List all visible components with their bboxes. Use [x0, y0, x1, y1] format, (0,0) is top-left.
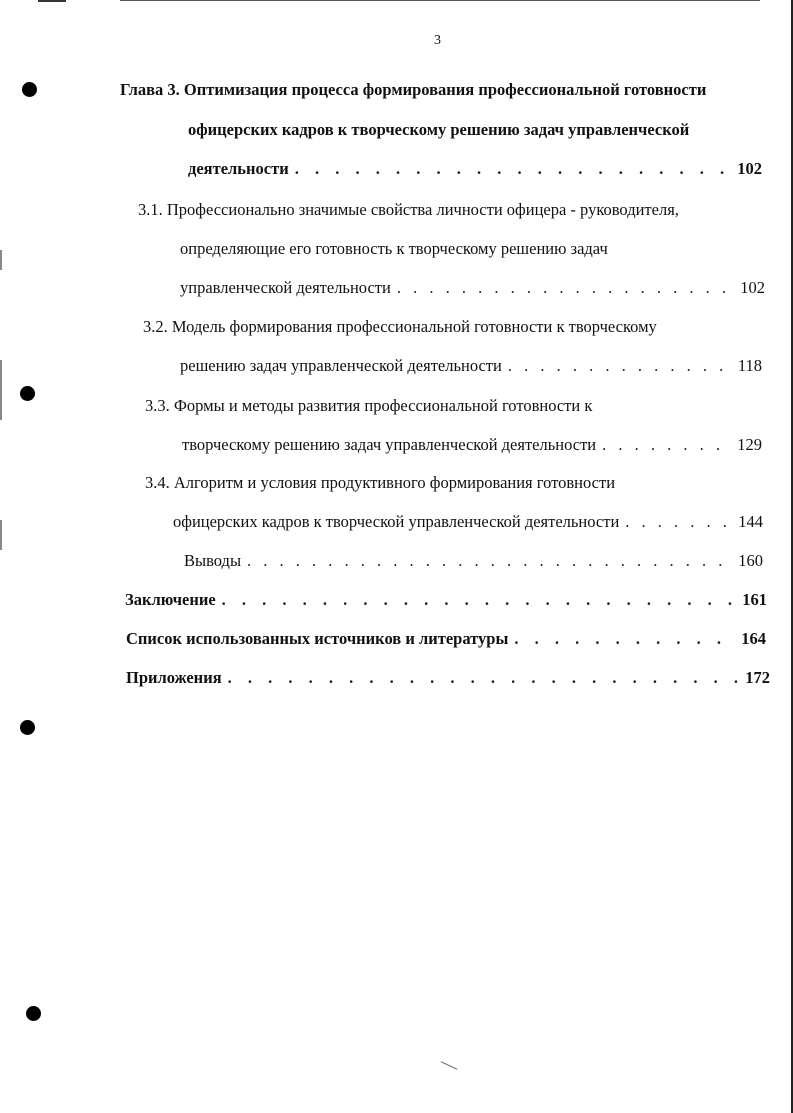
punch-hole-icon [20, 386, 35, 401]
toc-page-number: 102 [740, 278, 765, 297]
toc-entry-3-2[interactable] [180, 356, 762, 376]
toc-page-number: 144 [738, 512, 763, 531]
toc-entry-conclusion[interactable] [125, 590, 767, 610]
section-title-text: офицерских кадров к творческой управленческой деятельности [173, 512, 620, 531]
toc-title-text: Приложения [126, 668, 222, 687]
toc-page-number: 118 [737, 356, 762, 375]
toc-page-number: 102 [737, 159, 762, 178]
toc-entry-3-4[interactable] [173, 512, 763, 532]
section-title-line [180, 239, 608, 259]
section-title-line [145, 473, 615, 493]
punch-hole-icon [26, 1006, 41, 1021]
scan-mark [0, 520, 2, 550]
scan-mark [0, 250, 2, 270]
toc-entry-appendices[interactable] [126, 668, 770, 688]
section-title-text: 3.1. Профессионально значимые свойства личности офицера - руководителя, [138, 200, 679, 219]
toc-page-number: 172 [745, 668, 770, 687]
section-title-text: Выводы [184, 551, 242, 570]
chapter-title-text: офицерских кадров к творческому решению задач управленческой [188, 120, 690, 139]
toc-page-number: 160 [738, 551, 763, 570]
dot-leader [397, 278, 734, 298]
toc-entry-chapter3[interactable] [188, 159, 762, 179]
section-title-text: 3.2. Модель формирования профессиональной готовности к творческому [143, 317, 657, 336]
punch-hole-icon [22, 82, 37, 97]
punch-hole-icon [20, 720, 35, 735]
section-title-line [138, 200, 679, 220]
chapter-title-line [188, 120, 689, 140]
toc-entry-3-3[interactable] [182, 435, 762, 455]
toc-title-text: Заключение [125, 590, 216, 609]
toc-entry-conclusions[interactable] [184, 551, 763, 571]
scan-mark [0, 360, 2, 420]
scan-top-rule [0, 0, 793, 2]
dot-leader [514, 629, 735, 649]
section-title-line [145, 396, 592, 416]
toc-page-number: 161 [742, 590, 767, 609]
toc-entry-references[interactable] [126, 629, 766, 649]
chapter-title-text: деятельности [188, 159, 289, 178]
section-title-line [143, 317, 657, 337]
section-title-text: творческому решению задач управленческой деятельности [182, 435, 597, 454]
toc-title-text: Список использованных источников и литературы [126, 629, 509, 648]
chapter-title-line [120, 80, 706, 100]
toc-page-number: 164 [741, 629, 766, 648]
dot-leader [508, 356, 732, 376]
section-title-text: 3.3. Формы и методы развития профессиональной готовности к [145, 396, 593, 415]
section-title-text: 3.4. Алгоритм и условия продуктивного формирования готовности [145, 473, 616, 492]
section-title-text: определяющие его готовность к творческому решению задач [180, 239, 608, 258]
dot-leader [295, 159, 732, 179]
toc-entry-3-1[interactable] [180, 278, 765, 298]
scan-mark [441, 1061, 458, 1070]
chapter-title-text: Глава 3. Оптимизация процесса формирования профессиональной готовности [120, 80, 707, 99]
toc-page-number: 129 [737, 435, 762, 454]
page-number: 3 [434, 33, 441, 48]
section-title-text: управленческой деятельности [180, 278, 391, 297]
scan-mark [38, 0, 66, 2]
dot-leader [228, 668, 740, 688]
dot-leader [247, 551, 732, 571]
dot-leader [625, 512, 732, 532]
scan-mark [120, 0, 760, 1]
section-title-text: решению задач управленческой деятельности [180, 356, 502, 375]
dot-leader [602, 435, 731, 455]
dot-leader [222, 590, 737, 610]
